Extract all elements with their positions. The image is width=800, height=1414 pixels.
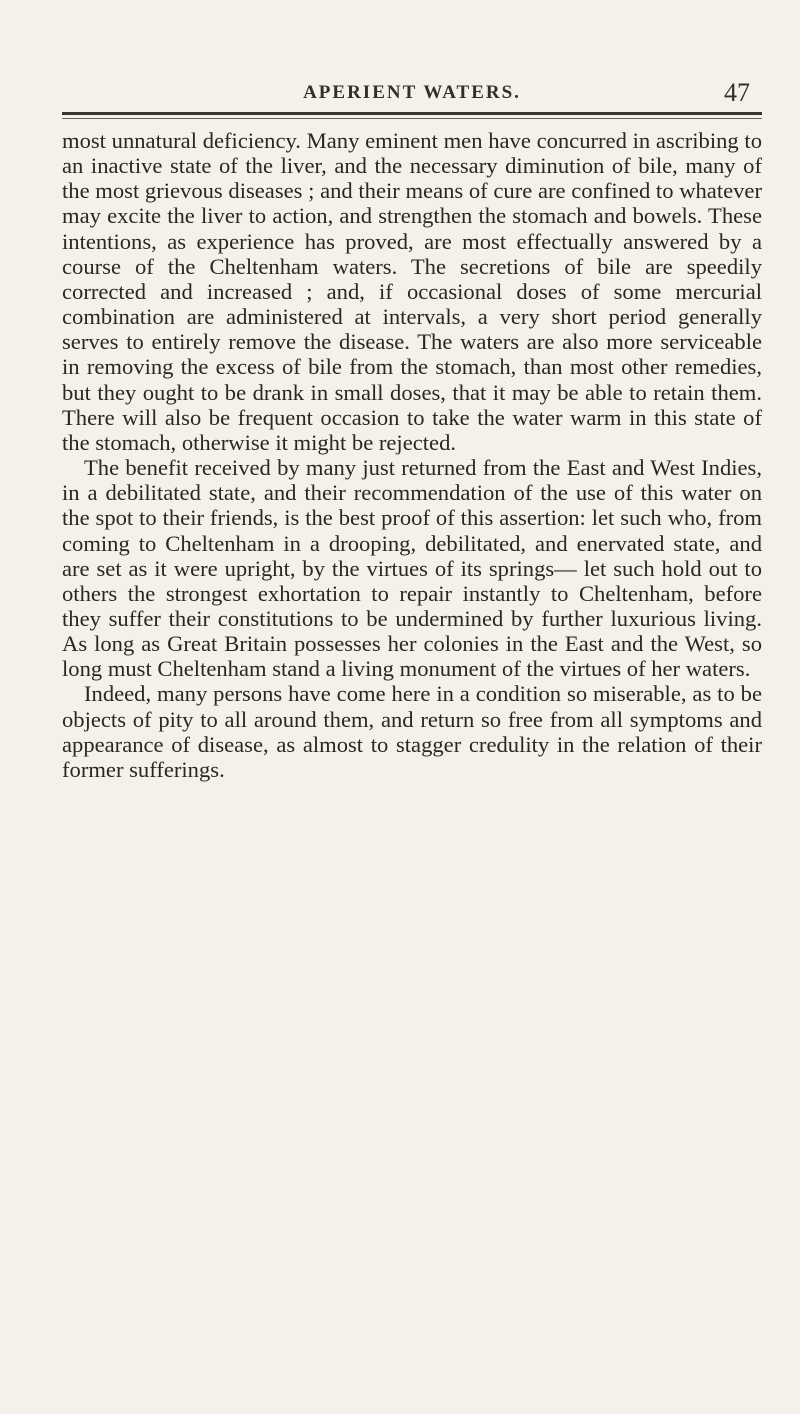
- body-text: [62, 128, 762, 782]
- paragraph-recoveries: Indeed, many persons have come here in a condition so miserable, as to be objects of pity to all around them, and return so free from all symptoms and appearance of disease, as almost to stagger credulity in the relation of their former sufferings.: [62, 681, 762, 782]
- paragraph-indies-benefit: The benefit received by many just returned from the East and West Indies, in a debilitated state, and their recommendation of the use of this water on the spot to their friends, is the best proof of this assertion: let such who, from coming to Cheltenham in a drooping, debilitated, and enervated state, and are set as it were upright, by the virtues of its springs— let such hold out to others the strongest exhortation to repair instantly to Cheltenham, before they suffer their constitutions to be undermined by further luxurious living. As long as Great Britain possesses her colonies in the East and the West, so long must Cheltenham stand a living monument of the virtues of her waters.: [62, 455, 762, 682]
- page-number: 47: [724, 78, 750, 107]
- running-head: [62, 78, 762, 108]
- header-rule-thick: [62, 112, 762, 115]
- running-head-title: APERIENT WATERS.: [303, 82, 521, 103]
- paragraph-liver-deficiency: most unnatural deficiency. Many eminent men have concurred in ascribing to an inactive state of the liver, and the necessary diminution of bile, many of the most grievous diseases ; and their means of cure are confined to whatever may excite the liver to action, and strengthen the stomach and bowels. These intentions, as experience has proved, are most effectually answered by a course of the Cheltenham waters. The secretions of bile are speedily corrected and increased ; and, if occasional doses of some mercurial combination are administered at intervals, a very short period generally serves to entirely remove the disease. The waters are also more serviceable in removing the excess of bile from the stomach, than most other remedies, but they ought to be drank in small doses, that it may be able to retain them. There will also be frequent occasion to take the water warm in this state of the stomach, otherwise it might be rejected.: [62, 128, 762, 455]
- header-rule-thin: [62, 118, 762, 119]
